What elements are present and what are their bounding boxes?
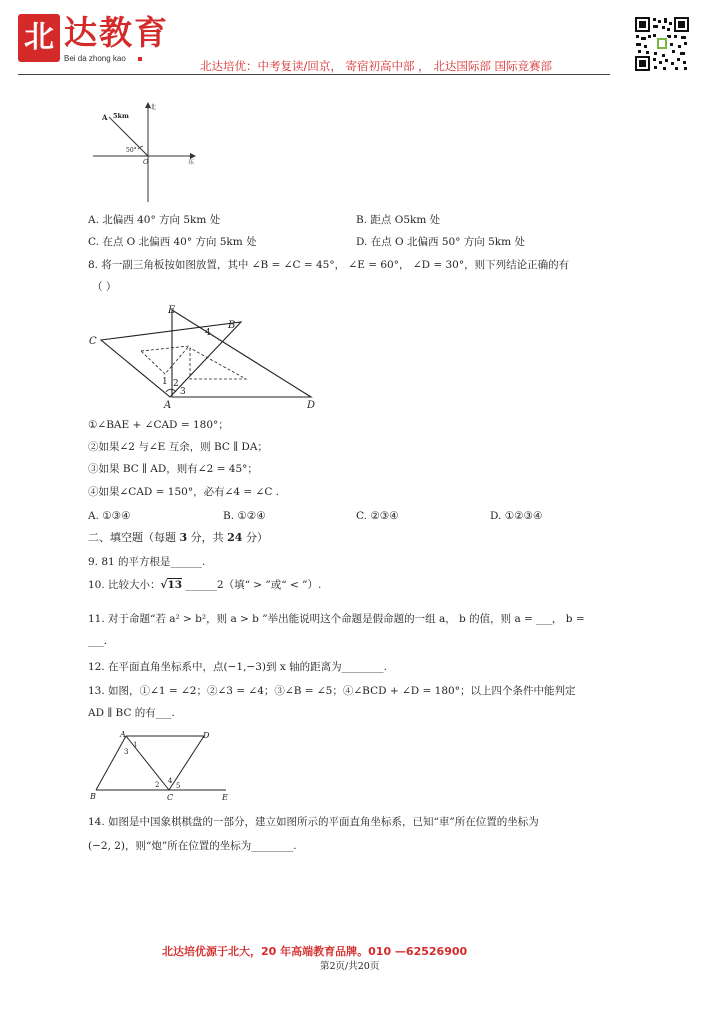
q7-option-d: D. 在点 O 北偏西 50° 方向 5km 处 [356,236,525,248]
q8-label-a: A [164,400,172,411]
q13-figure [86,726,236,802]
compass-label-angle: 50° [126,147,137,154]
compass-label-o: O [143,158,149,166]
q8-label-e: E [168,305,176,316]
q7-option-c: C. 在点 O 北偏西 40° 方向 5km 处 [88,236,257,248]
logo-text: 达教育 [64,13,169,52]
q7-option-a: A. 北偏西 40° 方向 5km 处 [88,214,221,226]
q13-line-2: AD ∥ BC 的有___. [88,707,175,719]
q8-label-d: D [307,400,316,411]
q12-text: 12. 在平面直角坐标系中，点(−1,−3)到 x 轴的距离为________. [88,661,387,673]
q8-option-d: D. ①②③④ [490,510,543,522]
q11-line-2: ___. [88,635,108,647]
q8-angle-4: 4 [205,328,211,338]
compass-label-dist: 5km [113,112,129,120]
compass-label-n: 北 [150,104,157,111]
q13-label-e: E [222,793,228,802]
section-2-title-pre: 二、填空题（每题 [88,531,180,544]
q13-angle-3: 3 [124,748,129,756]
q13-angle-1: 1 [133,741,138,749]
header-divider [18,74,610,75]
q10-prefix: 10. 比较大小： [88,579,161,591]
q13-angle-5: 5 [176,782,181,790]
q8-angle-1: 1 [162,377,168,387]
q14-line-2: (−2, 2)，则“炮”所在位置的坐标为________. [88,840,297,852]
section-2-title-mid: 分，共 [187,531,228,544]
q13-angle-4: 4 [168,777,173,785]
q8-statement-1: ①∠BAE + ∠CAD = 180°； [88,419,229,431]
q10-suffix: ______2（填“ > ”或“ < ”）. [182,579,322,591]
compass-label-e: 东 [188,159,195,166]
logo-subtitle: Bei da zhong kao [64,54,126,63]
q8-stem: 8. 将一副三角板按如图放置，其中 ∠B = ∠C = 45°， ∠E = 60°， ∠D = 30°，则下列结论正确的有 [88,259,570,271]
q7-option-b: B. 距点 O5km 处 [356,214,441,226]
q10-sqrt-number: 13 [167,579,183,591]
q8-statement-2: ②如果∠2 与∠E 互余，则 BC ∥ DA； [88,441,268,453]
compass-label-a: A [102,113,108,122]
q8-angle-2: 2 [173,379,179,389]
q8-figure [86,300,326,414]
q13-label-c: C [167,793,174,802]
sqrt-icon: √ [160,579,168,591]
q8-option-c: C. ②③④ [356,510,399,522]
compass-figure [88,100,198,206]
section-2-points-total: 24 [227,531,243,544]
q13-line-1: 13. 如图，①∠1 = ∠2；②∠3 = ∠4；③∠B = ∠5；④∠BCD + ∠D = 180°；以上四个条件中能判定 [88,685,576,697]
header-slogan: 北达培优：中考复读/回京， 寄宿初高中部 ， 北达国际部 国际竞赛部 [200,59,552,73]
page-number: 第2页/共20页 [320,961,380,972]
q8-label-c: C [89,336,97,347]
q9-text: 9. 81 的平方根是______. [88,556,206,568]
q11-line-1: 11. 对于命题“若 a² > b²，则 a > b ”举出能说明这个命题是假命题的一组 a， b 的值，则 a = ___， b = [88,613,585,625]
q13-angle-2: 2 [155,781,160,789]
q8-option-a: A. ①③④ [88,510,131,522]
logo-mark: 北 [18,14,60,62]
q8-statement-4: ④如果∠CAD = 150°，必有∠4 = ∠C . [88,486,280,498]
q13-label-a: A [120,730,126,739]
qr-code-icon [634,16,690,72]
q13-label-d: D [203,731,210,740]
q13-label-b: B [90,792,96,801]
q8-paren: （ ） [92,281,117,293]
q10-text [88,578,321,592]
q8-label-b: B [228,320,236,331]
q8-option-b: B. ①②④ [223,510,266,522]
section-2-title-post: 分） [242,531,268,544]
q8-angle-3: 3 [180,387,186,397]
logo-dot [138,57,142,61]
q14-line-1: 14. 如图是中国象棋棋盘的一部分，建立如图所示的平面直角坐标系，已知“車”所在位置的坐标为 [88,816,539,828]
footer-slogan: 北达培优源于北大，20 年高端教育品牌。010 —62526900 [162,945,468,958]
section-2-points-each: 3 [179,531,188,544]
section-2-title [88,531,268,545]
q8-statement-3: ③如果 BC ∥ AD，则有∠2 = 45°； [88,463,258,475]
